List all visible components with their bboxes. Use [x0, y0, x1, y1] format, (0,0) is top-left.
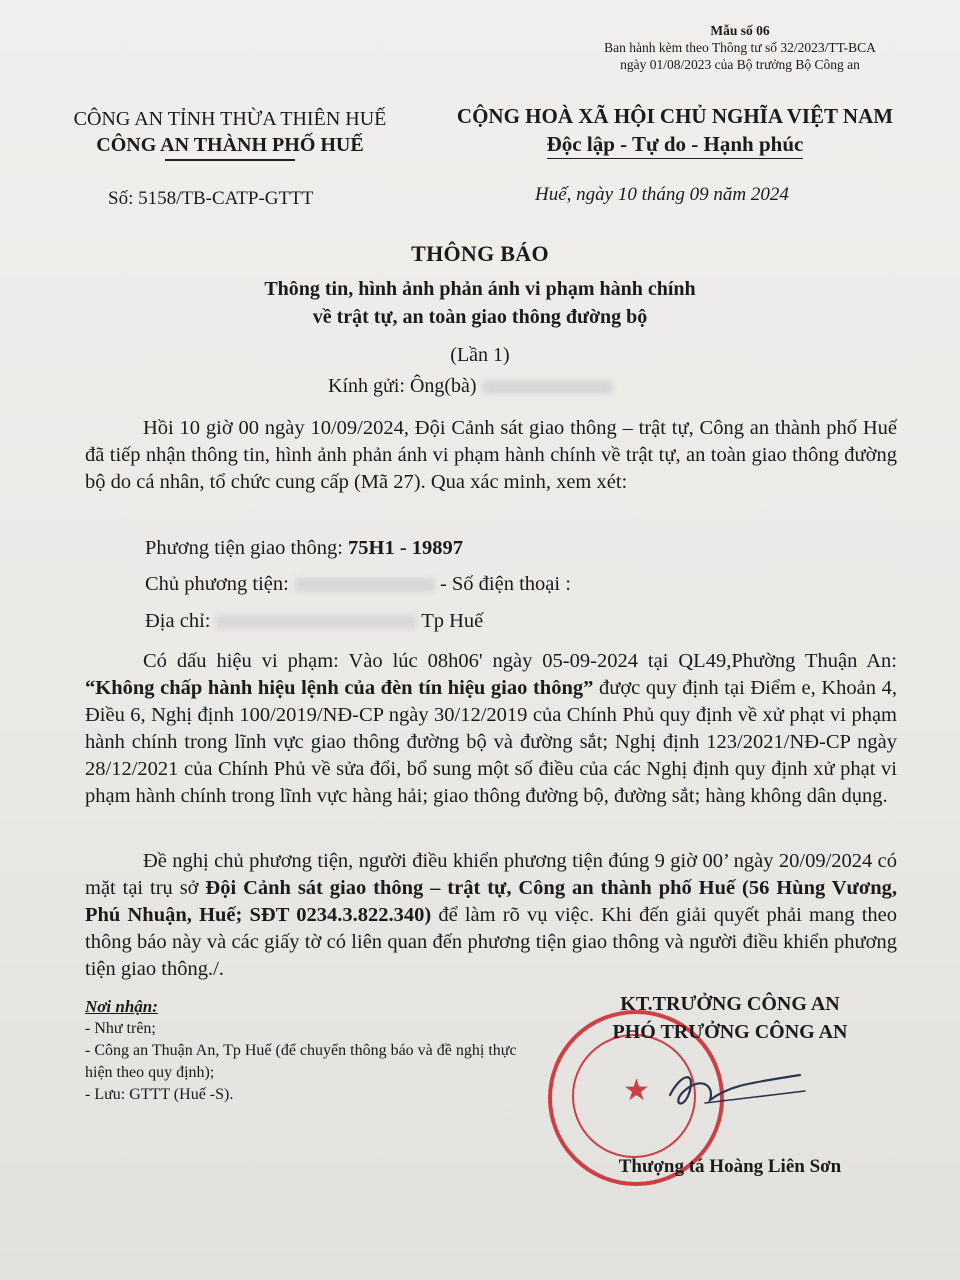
signature-title — [560, 990, 900, 1046]
phone-label: - Số điện thoại : — [439, 573, 571, 595]
redacted-owner — [295, 578, 435, 592]
redacted-name — [483, 380, 613, 394]
national-header — [430, 102, 920, 159]
recipient-item: - Lưu: GTTT (Huế -S). — [85, 1086, 234, 1103]
redacted-address — [216, 615, 416, 629]
recipient-item: - Như trên; — [85, 1020, 156, 1037]
owner-line — [145, 573, 571, 596]
office-address: Đội Cảnh sát giao thông – trật tự, Công an thành phố Huế (56 Hùng Vương, Phú Nhuận, Huế; SĐT 0234.3.822.340) — [85, 877, 897, 926]
paragraph-violation — [85, 648, 897, 810]
agency-parent: CÔNG AN TỈNH THỪA THIÊN HUẾ — [73, 108, 387, 130]
recipients-block — [85, 996, 525, 1106]
recipient-item: - Công an Thuận An, Tp Huế (để chuyển thông báo và đề nghị thực hiện theo quy định); — [85, 1042, 517, 1081]
owner-label: Chủ phương tiện: — [145, 573, 289, 595]
subtitle-line-2: về trật tự, an toàn giao thông đường bộ — [312, 306, 648, 328]
star-icon: ★ — [623, 1074, 650, 1107]
violation-lead: Có dấu hiệu vi phạm: Vào lúc 08h06' ngày 05-09-2024 tại QL49,Phường Thuận An: — [143, 650, 897, 672]
address-city: Tp Huế — [421, 610, 484, 632]
form-code: Mẫu số 06 — [710, 23, 770, 38]
form-metadata — [560, 22, 920, 73]
issuing-agency — [40, 106, 420, 161]
document-date: Huế, ngày 10 tháng 09 năm 2024 — [535, 184, 789, 205]
violation-description: “Không chấp hành hiệu lệnh của đèn tín hiệu giao thông” — [85, 677, 594, 699]
vehicle-plate: 75H1 - 19897 — [348, 537, 464, 559]
signer-name: Thượng tá Hoàng Liên Sơn — [618, 1156, 842, 1177]
paragraph-intro: Hồi 10 giờ 00 ngày 10/09/2024, Đội Cảnh sát giao thông – trật tự, Công an thành phố Huế đã tiếp nhận thông tin, hình ảnh phản ánh vi phạm hành chính về trật tự, an toàn giao thông đường bộ do cá nhân, tổ chức cung cấp (Mã 27). Qua xác minh, xem xét: — [85, 417, 897, 493]
nation-motto: Độc lập - Tự do - Hạnh phúc — [547, 130, 804, 159]
recipients-heading: Nơi nhận: — [85, 997, 158, 1016]
signature-title-line-1: KT.TRƯỞNG CÔNG AN — [620, 993, 840, 1015]
vehicle-line — [145, 537, 463, 560]
handwritten-signature — [660, 1055, 810, 1125]
document-number: Số: 5158/TB-CATP-GTTT — [108, 188, 314, 209]
signature-title-line-2: PHÓ TRƯỞNG CÔNG AN — [612, 1021, 848, 1043]
request-lead: Đề nghị chủ phương tiện, người điều khiển phương tiện đúng 9 giờ 00’ ngày 20/09/2024 có mặt tại trụ sở — [85, 850, 897, 899]
addressee — [328, 375, 613, 398]
nation-name: CỘNG HOÀ XÃ HỘI CHỦ NGHĨA VIỆT NAM — [456, 104, 894, 128]
document-title: THÔNG BÁO — [411, 241, 549, 266]
violation-legal-basis: được quy định tại Điểm e, Khoản 4, Điều 6, Nghị định 100/2019/NĐ-CP ngày 30/12/2019 của Chính Phủ quy định về xử phạt vi phạm hành chính trong lĩnh vực giao thông đường bộ và đường sắt; Nghị định 123/2021/NĐ-CP ngày 28/12/2021 của Chính Phủ về sửa đổi, bổ sung một số điều của các Nghị định quy định xử phạt vi phạm hành chính trong lĩnh vực hàng hải; giao thông đường bộ, đường sắt; hàng không dân dụng. — [85, 677, 897, 807]
form-legal-basis: Ban hành kèm theo Thông tư số 32/2023/TT-BCA — [604, 40, 876, 55]
agency-underline — [165, 159, 295, 161]
notice-round: (Lần 1) — [450, 344, 510, 366]
request-rest: để làm rõ vụ việc. Khi đến giải quyết phải mang theo thông báo này và các giấy tờ có liên quan đến phương tiện giao thông và người điều khiển phương tiện giao thông./. — [85, 904, 897, 980]
agency-name: CÔNG AN THÀNH PHỐ HUẾ — [96, 134, 364, 156]
form-issue-date: ngày 01/08/2023 của Bộ trưởng Bộ Công an — [620, 57, 860, 72]
address-line — [145, 610, 483, 633]
document-subtitle — [0, 275, 960, 331]
subtitle-line-1: Thông tin, hình ảnh phản ánh vi phạm hành chính — [264, 278, 696, 300]
addressee-label: Kính gửi: Ông(bà) — [328, 375, 477, 397]
address-label: Địa chỉ: — [145, 610, 211, 632]
vehicle-label: Phương tiện giao thông: — [145, 537, 343, 559]
paragraph-request — [85, 848, 897, 983]
